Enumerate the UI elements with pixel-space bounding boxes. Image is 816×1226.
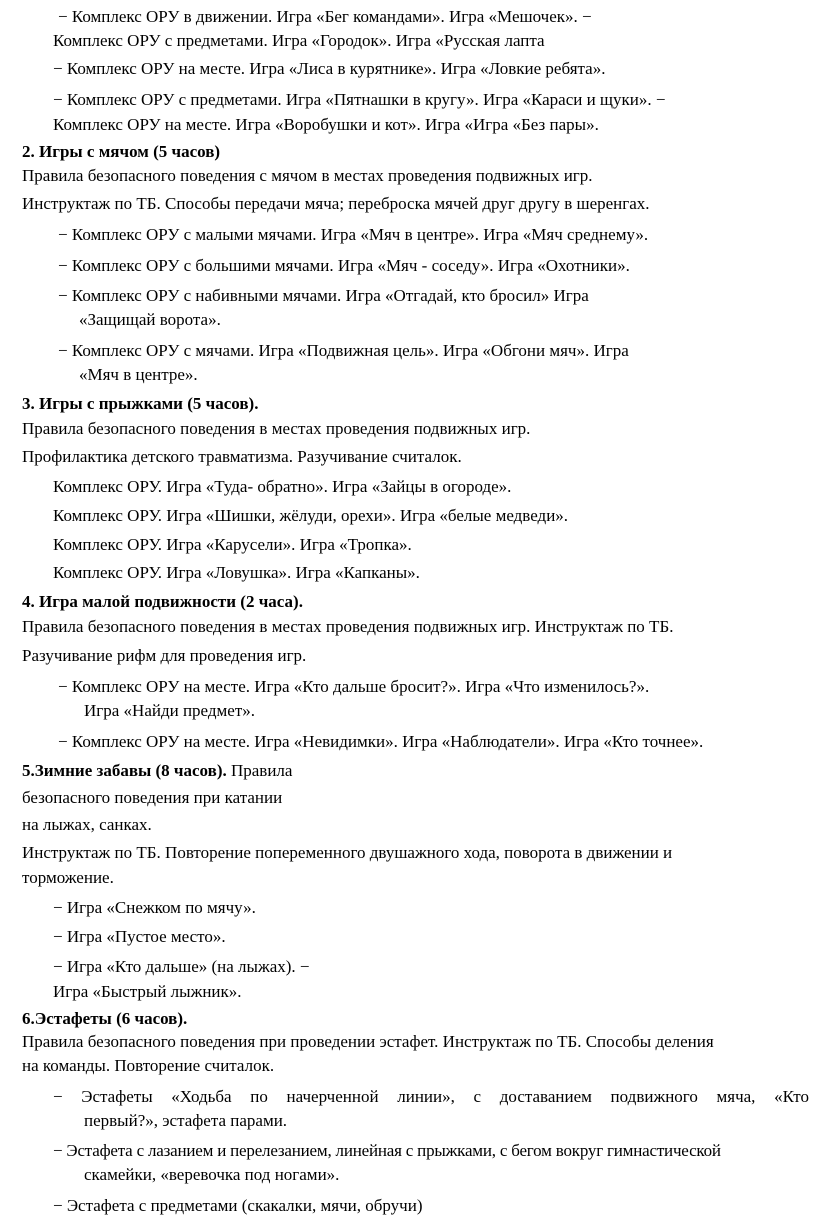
- list-item-continuation: первый?», эстафета парами.: [84, 1111, 288, 1130]
- list-item: − Комплекс ОРУ с предметами. Игра «Пятнашки в кругу». Игра «Караси и щуки». −: [53, 90, 666, 109]
- list-item: − Комплекс ОРУ с мячами. Игра «Подвижная цель». Игра «Обгони мяч». Игра: [58, 341, 629, 360]
- list-item: − Эстафеты «Ходьба по начерченной линии», с доставанием подвижного мяча, «Кто: [53, 1087, 809, 1106]
- paragraph: безопасного поведения при катании: [22, 788, 283, 807]
- paragraph: Инструктаж по ТБ. Повторение попеременного двушажного хода, поворота в движении и: [22, 843, 673, 862]
- list-item: − Игра «Кто дальше» (на лыжах). −: [53, 957, 310, 976]
- paragraph: Правила безопасного поведения с мячом в местах проведения подвижных игр.: [22, 166, 593, 185]
- list-item: − Эстафета с предметами (скакалки, мячи, обручи): [53, 1196, 423, 1215]
- list-item: − Комплекс ОРУ с набивными мячами. Игра «Отгадай, кто бросил» Игра: [58, 286, 589, 305]
- list-item: − Комплекс ОРУ на месте. Игра «Невидимки». Игра «Наблюдатели». Игра «Кто точнее».: [58, 732, 704, 751]
- paragraph-start: Правила: [226, 761, 293, 780]
- list-item: − Комплекс ОРУ на месте. Игра «Лиса в курятнике». Игра «Ловкие ребята».: [53, 59, 606, 78]
- list-item: − Комплекс ОРУ с малыми мячами. Игра «Мяч в центре». Игра «Мяч среднему».: [58, 225, 649, 244]
- list-item: Комплекс ОРУ. Игра «Шишки, жёлуди, орехи». Игра «белые медведи».: [53, 506, 569, 525]
- list-item-continuation: Игра «Найди предмет».: [84, 701, 256, 720]
- list-item: Комплекс ОРУ. Игра «Туда- обратно». Игра «Зайцы в огороде».: [53, 477, 512, 496]
- list-item: − Комплекс ОРУ с большими мячами. Игра «Мяч - соседу». Игра «Охотники».: [58, 256, 630, 275]
- section-heading: 6.Эстафеты (6 часов).: [22, 1009, 188, 1028]
- list-item-continuation: «Мяч в центре».: [79, 365, 198, 384]
- paragraph: Разучивание рифм для проведения игр.: [22, 646, 307, 665]
- section-heading-line: [22, 760, 292, 782]
- list-item-continuation: «Защищай ворота».: [79, 310, 221, 329]
- paragraph: Правила безопасного поведения в местах проведения подвижных игр. Инструктаж по ТБ.: [22, 617, 674, 636]
- list-item: − Эстафета с лазанием и перелезанием, линейная с прыжками, с бегом вокруг гимнастической: [53, 1141, 721, 1160]
- list-item: Комплекс ОРУ. Игра «Ловушка». Игра «Капканы».: [53, 563, 420, 582]
- section-heading: 4. Игра малой подвижности (2 часа).: [22, 592, 303, 611]
- list-item-continuation: скамейки, «веревочка под ногами».: [84, 1165, 340, 1184]
- section-heading: 2. Игры с мячом (5 часов): [22, 142, 221, 161]
- list-item: − Комплекс ОРУ в движении. Игра «Бег командами». Игра «Мешочек». −: [58, 7, 592, 26]
- list-item-continuation: Комплекс ОРУ с предметами. Игра «Городок». Игра «Русская лапта: [53, 31, 545, 50]
- paragraph: Правила безопасного поведения при проведении эстафет. Инструктаж по ТБ. Способы деления: [22, 1032, 714, 1051]
- list-item: Комплекс ОРУ. Игра «Карусели». Игра «Тропка».: [53, 535, 412, 554]
- list-item-continuation: Игра «Быстрый лыжник».: [53, 982, 242, 1001]
- paragraph: на команды. Повторение считалок.: [22, 1056, 275, 1075]
- paragraph: Профилактика детского травматизма. Разучивание считалок.: [22, 447, 462, 466]
- paragraph: Правила безопасного поведения в местах проведения подвижных игр.: [22, 419, 531, 438]
- section-heading: 5.Зимние забавы (8 часов).: [22, 761, 227, 780]
- paragraph: на лыжах, санках.: [22, 815, 152, 834]
- paragraph: Инструктаж по ТБ. Способы передачи мяча; переброска мячей друг другу в шеренгах.: [22, 194, 650, 213]
- section-heading: 3. Игры с прыжками (5 часов).: [22, 394, 259, 413]
- paragraph: торможение.: [22, 868, 114, 887]
- list-item-continuation: Комплекс ОРУ на месте. Игра «Воробушки и кот». Игра «Игра «Без пары».: [53, 115, 599, 134]
- list-item: − Игра «Снежком по мячу».: [53, 898, 256, 917]
- list-item: − Игра «Пустое место».: [53, 927, 226, 946]
- list-item: − Комплекс ОРУ на месте. Игра «Кто дальше бросит?». Игра «Что изменилось?».: [58, 677, 650, 696]
